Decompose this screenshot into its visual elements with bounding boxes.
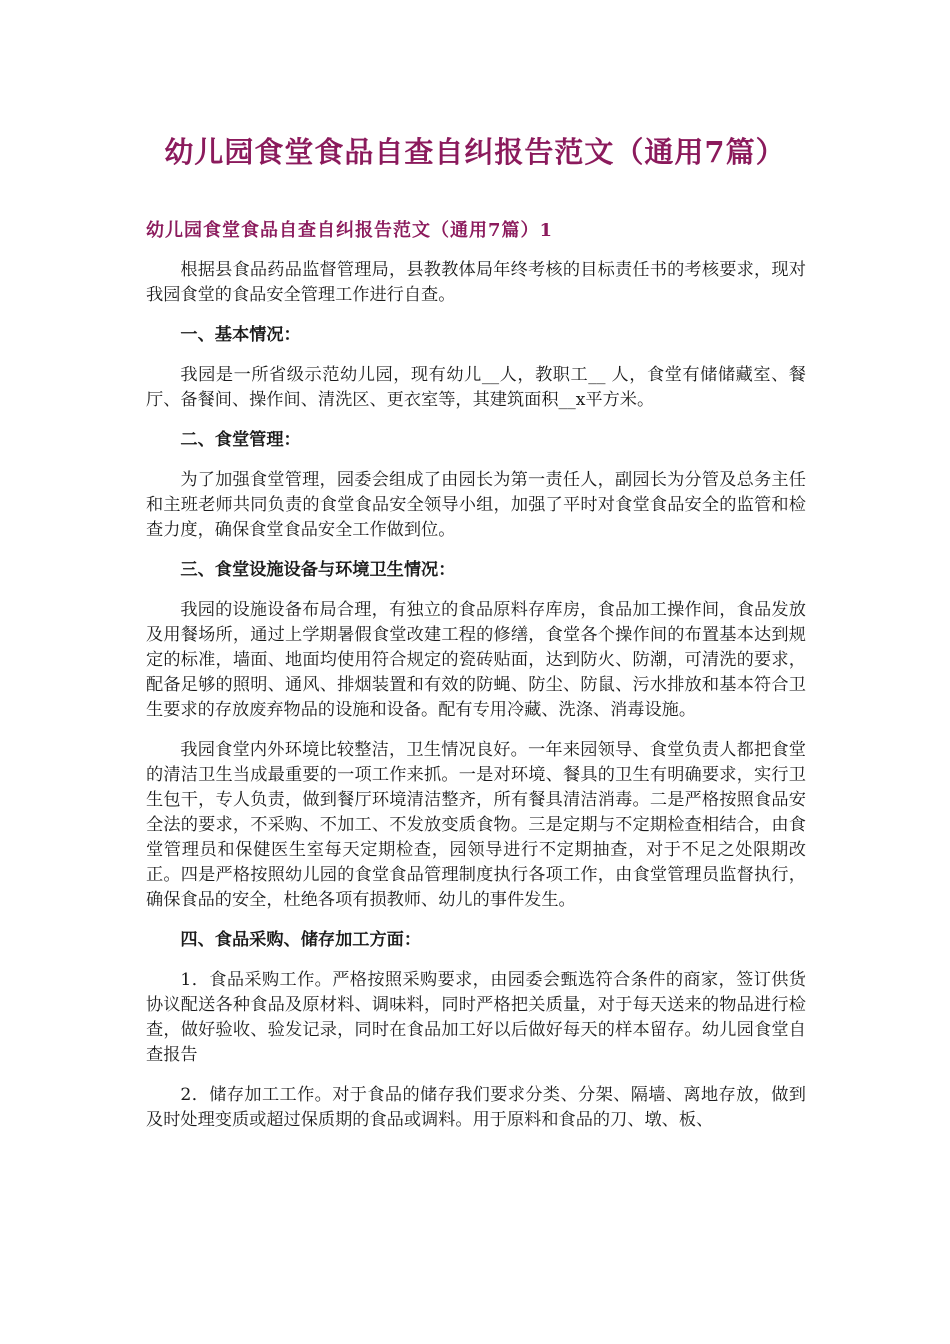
document-body	[146, 258, 806, 1148]
paragraph-procurement: 1．食品采购工作。严格按照采购要求，由园委会甄选符合条件的商家，签订供货协议配送各种食品及原材料、调味料，同时严格把关质量，对于每天送来的物品进行检查，做好验收、验发记录，同时在食品加工好以后做好每天的样本留存。幼儿园食堂自查报告	[146, 970, 806, 1065]
heading-procurement-storage: 四、食品采购、储存加工方面：	[180, 930, 422, 950]
document-title: 幼儿园食堂食品自查自纠报告范文（通用7篇）	[164, 135, 786, 169]
paragraph-intro: 根据县食品药品监督管理局，县教教体局年终考核的目标责任书的考核要求，现对我园食堂的食品安全管理工作进行自查。	[146, 260, 806, 305]
paragraph-storage: 2．储存加工工作。对于食品的储存我们要求分类、分架、隔墙、离地存放，做到及时处理变质或超过保质期的食品或调料。用于原料和食品的刀、墩、板、	[146, 1085, 806, 1130]
paragraph-facilities: 我园的设施设备布局合理，有独立的食品原料存库房，食品加工操作间，食品发放及用餐场所，通过上学期暑假食堂改建工程的修缮，食堂各个操作间的布置基本达到规定的标准，墙面、地面均使用符合规定的瓷砖贴面，达到防火、防潮，可清洗的要求，配备足够的照明、通风、排烟装置和有效的防蝇、防尘、防鼠、污水排放和基本符合卫生要求的存放废弃物品的设施和设备。配有专用冷藏、洗涤、消毒设施。	[146, 600, 806, 720]
paragraph-canteen-management: 为了加强食堂管理，园委会组成了由园长为第一责任人，副园长为分管及总务主任和主班老师共同负责的食堂食品安全领导小组，加强了平时对食堂食品安全的监管和检查力度，确保食堂食品安全工作做到位。	[146, 470, 806, 540]
paragraph-basic-situation: 我园是一所省级示范幼儿园，现有幼儿__人，教职工__ 人，食堂有储储藏室、餐厅、备餐间、操作间、清洗区、更衣室等，其建筑面积__x平方米。	[146, 365, 806, 410]
heading-facilities-hygiene: 三、食堂设施设备与环境卫生情况：	[180, 560, 456, 580]
paragraph-hygiene: 我园食堂内外环境比较整洁，卫生情况良好。一年来园领导、食堂负责人都把食堂的清洁卫生当成最重要的一项工作来抓。一是对环境、餐具的卫生有明确要求，实行卫生包干，专人负责，做到餐厅环境清洁整齐，所有餐具清洁消毒。二是严格按照食品安全法的要求，不采购、不加工、不发放变质食物。三是定期与不定期检查相结合，由食堂管理员和保健医生室每天定期检查，园领导进行不定期抽查，对于不足之处限期改正。四是严格按照幼儿园的食堂食品管理制度执行各项工作，由食堂管理员监督执行，确保食品的安全，杜绝各项有损教师、幼儿的事件发生。	[146, 740, 806, 910]
heading-canteen-management: 二、食堂管理：	[180, 430, 301, 450]
section-title: 幼儿园食堂食品自查自纠报告范文（通用7篇）1	[146, 220, 554, 241]
heading-basic-situation: 一、基本情况：	[180, 325, 301, 345]
